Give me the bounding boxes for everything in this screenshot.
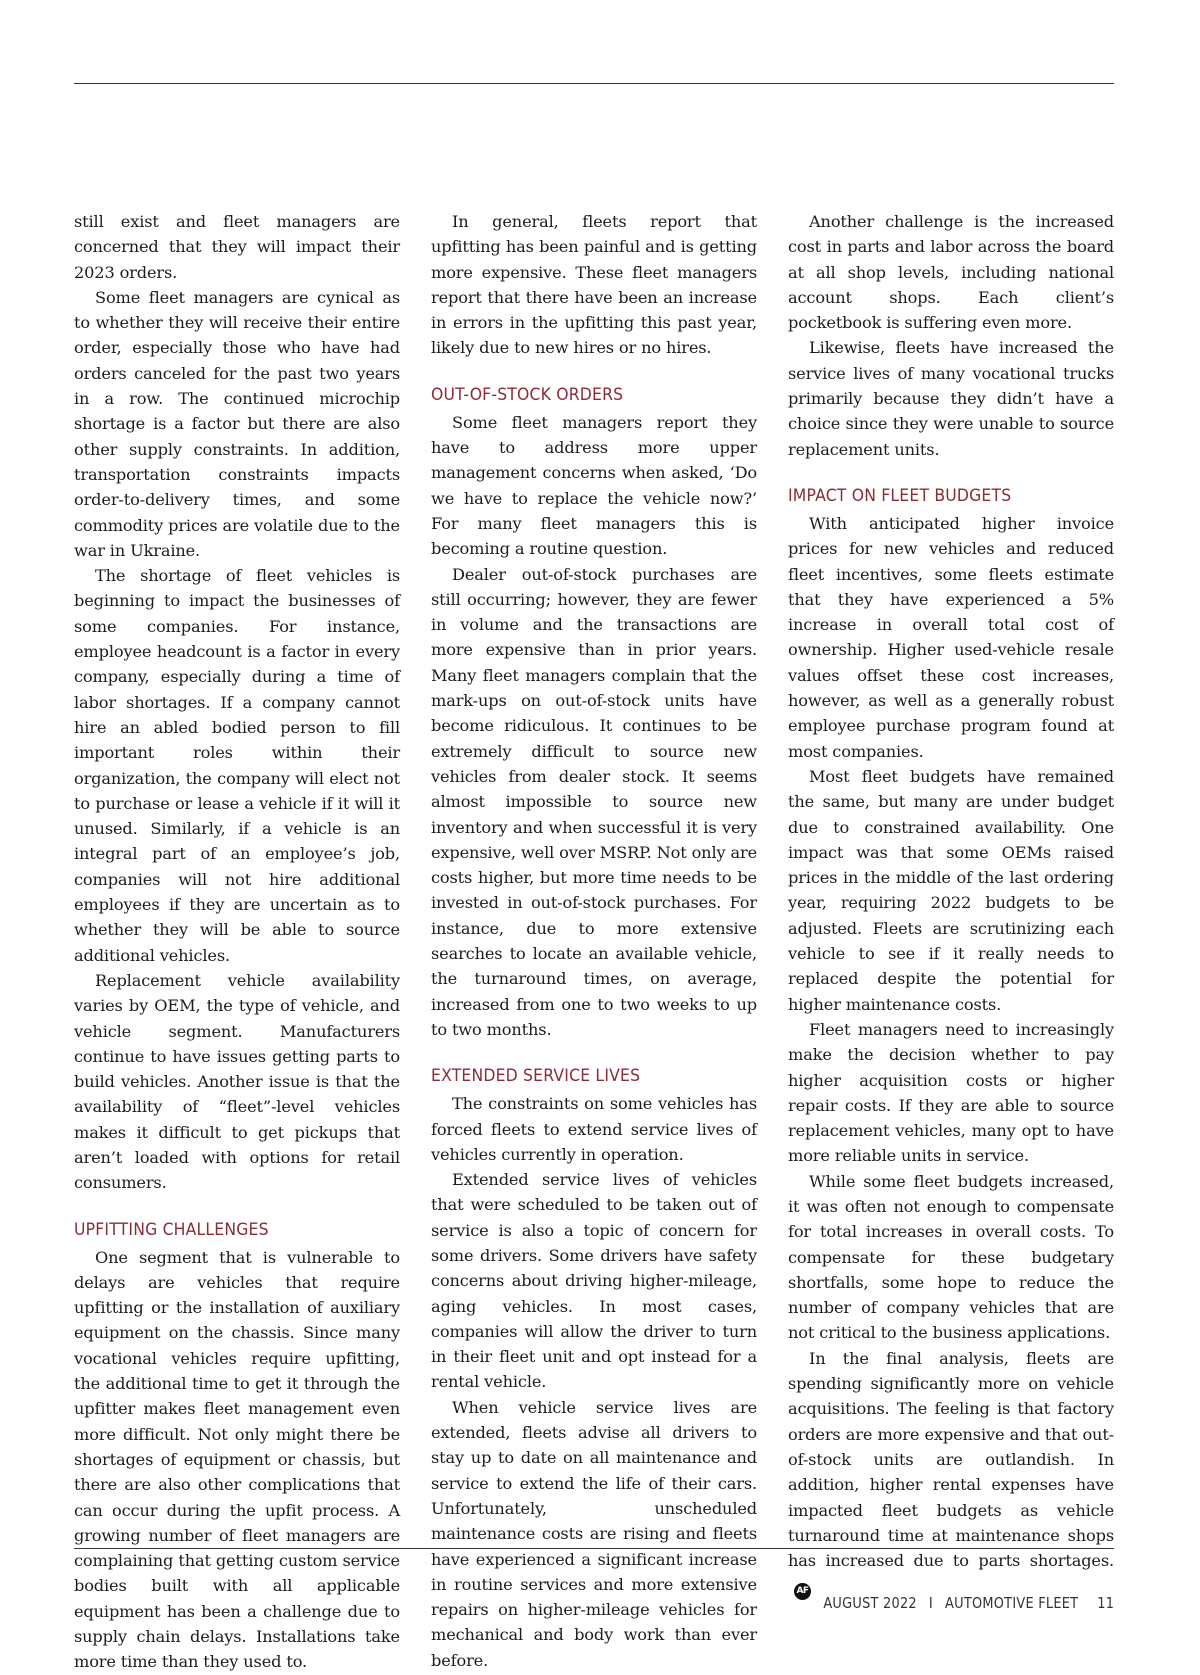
paragraph: Fleet managers need to increasingly make the decision whether to pay higher acquisition costs or higher repair costs. If they are able to source replacement vehicles, many opt to have more reliable units in service. [788, 1019, 1114, 1166]
paragraph: The shortage of fleet vehicles is beginning to impact the businesses of some companies. For instance, employee headcount is a factor in every company, especially during a time of labor shortages. If a company cannot hire an abled bodied person to fill important roles within their organization, the company will elect not to purchase or lease a vehicle if it will it unused. Similarly, if a vehicle is an integral part of an employee’s job, companies will not hire additional employees if they are uncertain as to whether they will be able to source additional vehicles. [74, 566, 400, 965]
paragraph: Likewise, fleets have increased the service lives of many vocational trucks primarily because they didn’t have a choice since they were unable to source replacement units. [788, 338, 1114, 459]
section-heading-upfitting: UPFITTING CHALLENGES [74, 1219, 269, 1240]
paragraph: Most fleet budgets have remained the same, but many are under budget due to constrained availability. One impact was that some OEMs raised prices in the middle of the last ordering year, requiring 2022 budgets to be adjusted. Fleets are scrutinizing each vehicle to see if it really needs to replaced despite the potential for higher maintenance costs. [788, 766, 1114, 1014]
section-heading-budgets: IMPACT ON FLEET BUDGETS [788, 485, 1012, 506]
paragraph: Replacement vehicle availability varies by OEM, the type of vehicle, and vehicle segment. Manufacturers continue to have issues getting parts to build vehicles. Another issue is that the availability of “fleet”-level vehicles makes it difficult to get pickups that aren’t loaded with options for retail consumers. [74, 970, 400, 1193]
paragraph: In general, fleets report that upfitting has been painful and is getting more expensive. These fleet managers report that there have been an increase in errors in the upfitting this past year, likely due to new hires or no hires. [431, 212, 757, 358]
paragraph: The constraints on some vehicles has forced fleets to extend service lives of vehicles currently in operation. [431, 1094, 757, 1164]
column-3 [788, 209, 1114, 1597]
footer-rule [74, 1548, 1114, 1549]
paragraph: Extended service lives of vehicles that were scheduled to be taken out of service is also a topic of concern for some drivers. Some drivers have safety concerns about driving higher-mileage, aging vehicles. In most cases, companies will allow the driver to turn in their fleet unit and opt instead for a rental vehicle. [431, 1170, 757, 1392]
end-mark-logo-icon: AF [794, 1583, 811, 1600]
page-number: 11 [1097, 1594, 1114, 1612]
page-footer [823, 1594, 1114, 1612]
paragraph: Dealer out-of-stock purchases are still occurring; however, they are fewer in volume and the transactions are more expensive than in prior years. Many fleet managers complain that the mark-ups on out-of-stock units have become ridiculous. It continues to be extremely difficult to source new vehicles from dealer stock. It seems almost impossible to source new inventory and when successful it is very expensive, well over MSRP. Not only are costs higher, but more time needs to be invested in out-of-stock purchases. For instance, due to more extensive searches to locate an available vehicle, the turnaround times, on average, increased from one to two weeks to up to two months. [431, 564, 757, 1039]
issue-date: AUGUST 2022 [823, 1594, 917, 1612]
paragraph: still exist and fleet managers are concerned that they will impact their 2023 orders. [74, 212, 400, 282]
section-heading-service-lives: EXTENDED SERVICE LIVES [431, 1066, 641, 1087]
paragraph: One segment that is vulnerable to delays are vehicles that require upfitting or the installation of auxiliary equipment on the chassis. Since many vocational vehicles require upfitting, the additional time to get it through the upfitter makes fleet management even more difficult. Not only might there be shortages of equipment or chassis, but there are also other complications that can occur during the upfit process. A growing number of fleet managers are complaining that getting custom service bodies built with all applicable equipment has been a challenge due to supply chain delays. Installations take more time than they used to. [74, 1247, 400, 1672]
final-paragraph-text: In the final analysis, fleets are spending significantly more on vehicle acquisitions. The feeling is that factory orders are more expensive and that out-of-stock units are outlandish. In addition, higher rental expenses have impacted fleet budgets as vehicle turnaround time at maintenance shops has increased due to parts shortages. [788, 1348, 1114, 1571]
publication-name: AUTOMOTIVE FLEET [944, 1594, 1079, 1612]
paragraph-final [788, 1346, 1114, 1601]
paragraph: Some fleet managers report they have to address more upper management concerns when asked, ‘Do we have to replace the vehicle now?’ For many fleet managers this is becoming a routine question. [431, 412, 757, 559]
paragraph: Another challenge is the increased cost in parts and labor across the board at all shop levels, including national account shops. Each client’s pocketbook is suffering even more. [788, 212, 1114, 333]
column-2 [431, 209, 757, 1670]
column-1 [74, 209, 400, 1672]
footer-separator: I [928, 1594, 933, 1612]
paragraph: While some fleet budgets increased, it was often not enough to compensate for total increases in overall costs. To compensate for these budgetary shortfalls, some hope to reduce the number of company vehicles that are not critical to the business applications. [788, 1171, 1114, 1343]
header-rule [74, 83, 1114, 84]
paragraph: Some fleet managers are cynical as to whether they will receive their entire order, especially those who have had orders canceled for the past two years in a row. The continued microchip shortage is a factor but there are also other supply constraints. In addition, transportation constraints impacts order-to-delivery times, and some commodity prices are volatile due to the war in Ukraine. [74, 287, 400, 560]
paragraph: When vehicle service lives are extended, fleets advise all drivers to stay up to date on all maintenance and service to extend the life of their cars. Unfortunately, unscheduled maintenance costs are rising and fleets have experienced a significant increase in routine services and more extensive repairs on higher-mileage vehicles for mechanical and body work than ever before. [431, 1397, 757, 1670]
section-heading-out-of-stock: OUT-OF-STOCK ORDERS [431, 384, 624, 405]
paragraph: With anticipated higher invoice prices for new vehicles and reduced fleet incentives, some fleets estimate that they have experienced a 5% increase in overall total cost of ownership. Higher used-vehicle resale values offset these cost increases, however, as well as a generally robust employee purchase program found at most companies. [788, 513, 1114, 761]
